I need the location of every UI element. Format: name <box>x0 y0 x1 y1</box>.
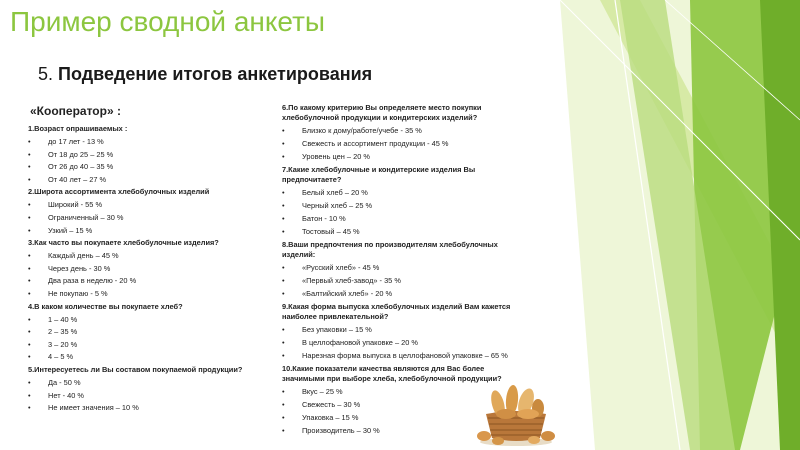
heading-number: 5. <box>38 64 54 84</box>
answer-option: • 4 – 5 % <box>28 352 276 362</box>
answer-option: • От 40 лет – 27 % <box>28 175 276 185</box>
answer-option: • Уровень цен – 20 % <box>282 152 554 162</box>
answer-option: • Ограниченный – 30 % <box>28 213 276 223</box>
answer-option: • В целлофановой упаковке – 20 % <box>282 338 554 348</box>
answer-option: • От 18 до 25 – 25 % <box>28 150 276 160</box>
answer-option: • Без упаковки – 15 % <box>282 325 554 335</box>
answer-option: • 2 – 35 % <box>28 327 276 337</box>
question-7-line-2: предпочитаете? <box>282 175 342 184</box>
answer-option: • Тостовый – 45 % <box>282 227 554 237</box>
question-8-line-1: 8.Ваши предпочтения по производителям хлебобулочных <box>282 240 498 249</box>
answer-option: • Через день - 30 % <box>28 264 276 274</box>
question-3: 3.Как часто вы покупаете хлебобулочные изделия? <box>28 238 219 248</box>
slide-title: Пример сводной анкеты <box>10 6 326 37</box>
answer-option: • «Первый хлеб-завод» - 35 % <box>282 276 554 286</box>
answer-option: • Узкий – 15 % <box>28 226 276 236</box>
question-6-line-2: хлебобулочной продукции и кондитерских изделий? <box>282 113 478 122</box>
answer-option: • Черный хлеб – 25 % <box>282 201 554 211</box>
question-9 <box>282 302 554 322</box>
heading-text: Подведение итогов анкетирования <box>58 64 373 84</box>
answer-option: • Широкий - 55 % <box>28 200 276 210</box>
answer-option: • «Русский хлеб» - 45 % <box>282 263 554 273</box>
question-5: 5.Интересуетесь ли Вы составом покупаемой продукции? <box>28 364 243 374</box>
question-10-line-1: 10.Какие показатели качества являются для Вас более <box>282 364 485 373</box>
organization-name: «Кооператор» : <box>30 104 121 118</box>
document-heading <box>38 64 372 85</box>
question-4: 4.В каком количестве вы покупаете хлеб? <box>28 301 183 311</box>
question-9-line-2: наиболее привлекательной? <box>282 312 389 321</box>
question-10-line-2: значимыми при выборе хлеба, хлебобулочной продукции? <box>282 374 502 383</box>
question-1: 1.Возраст опрашиваемых : <box>28 124 128 133</box>
question-8 <box>282 240 554 260</box>
question-9-line-1: 9.Какая форма выпуска хлебобулочных изделий Вам кажется <box>282 302 511 311</box>
bread-basket-image <box>476 384 556 446</box>
answer-option: • Свежесть – 30 % <box>282 400 554 410</box>
answer-option: • Два раза в неделю - 20 % <box>28 276 276 286</box>
answer-option: • Упаковка – 15 % <box>282 413 554 423</box>
question-8-line-2: изделий: <box>282 250 316 259</box>
answer-option: • Близко к дому/работе/учебе - 35 % <box>282 126 554 136</box>
answer-option: • Нет - 40 % <box>28 391 276 401</box>
answer-option: • Производитель – 30 % <box>282 426 554 436</box>
answer-option: • Батон - 10 % <box>282 214 554 224</box>
left-column <box>28 100 276 416</box>
answer-option: • Вкус – 25 % <box>282 387 554 397</box>
question-6-line-1: 6.По какому критерию Вы определяете место покупки <box>282 103 482 112</box>
survey-document <box>20 44 555 450</box>
question-10 <box>282 364 554 384</box>
answer-option: • Не покупаю - 5 % <box>28 289 276 299</box>
answer-option: • Каждый день – 45 % <box>28 251 276 261</box>
answer-option: • От 26 до 40 – 35 % <box>28 162 276 172</box>
question-2: 2.Широта ассортимента хлебобулочных изделий <box>28 187 210 197</box>
answer-option: • Свежесть и ассортимент продукции - 45 % <box>282 139 554 149</box>
answer-option: • Не имеет значения – 10 % <box>28 403 276 413</box>
answer-option: • 3 – 20 % <box>28 340 276 350</box>
question-7 <box>282 165 554 185</box>
answer-option: • Нарезная форма выпуска в целлофановой упаковке – 65 % <box>282 351 554 361</box>
answer-option: • 1 – 40 % <box>28 315 276 325</box>
answer-option: • Да - 50 % <box>28 378 276 388</box>
answer-option: • «Балтийский хлеб» - 20 % <box>282 289 554 299</box>
answer-option: • Белый хлеб – 20 % <box>282 188 554 198</box>
question-7-line-1: 7.Какие хлебобулочные и кондитерские изделия Вы <box>282 165 476 174</box>
question-6 <box>282 103 554 123</box>
answer-option: • до 17 лет - 13 % <box>28 137 276 147</box>
